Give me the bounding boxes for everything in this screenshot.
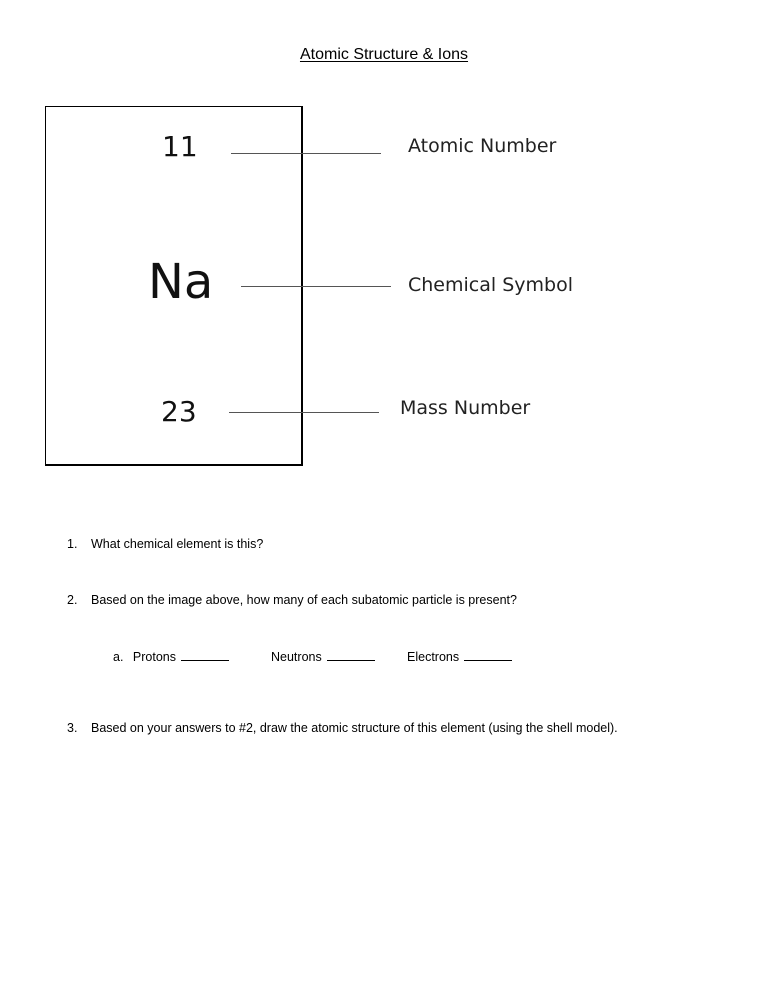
electrons-blank[interactable] [464, 648, 512, 661]
subquestion-a [113, 648, 229, 664]
question-number: 1. [67, 537, 78, 551]
chemical-symbol-value: Na [148, 254, 214, 310]
atomic-number-leader-line [231, 153, 381, 154]
question-text: What chemical element is this? [91, 537, 264, 551]
mass-number-value: 23 [161, 395, 197, 428]
electrons-label: Electrons [407, 650, 460, 664]
atomic-number-label: Atomic Number [408, 135, 557, 157]
subquestion-letter: a. [113, 650, 124, 664]
chemical-symbol-leader-line [241, 286, 391, 287]
page-title: Atomic Structure & Ions [299, 46, 469, 63]
question-number: 2. [67, 593, 78, 607]
protons-label: Protons [132, 650, 177, 664]
atomic-number-value: 11 [162, 130, 198, 163]
mass-number-leader-line [229, 412, 379, 413]
neutrons-blank[interactable] [327, 648, 375, 661]
question-2 [67, 593, 517, 607]
question-text: Based on your answers to #2, draw the atomic structure of this element (using the shell model). [91, 721, 618, 735]
question-text: Based on the image above, how many of each subatomic particle is present? [91, 593, 517, 607]
mass-number-label: Mass Number [400, 397, 531, 419]
electrons-item [407, 648, 512, 664]
question-number: 3. [67, 721, 78, 735]
question-1 [67, 537, 263, 551]
question-3 [67, 721, 618, 735]
protons-blank[interactable] [181, 648, 229, 661]
neutrons-label: Neutrons [271, 650, 322, 664]
neutrons-item [271, 648, 375, 664]
chemical-symbol-label: Chemical Symbol [408, 274, 573, 296]
